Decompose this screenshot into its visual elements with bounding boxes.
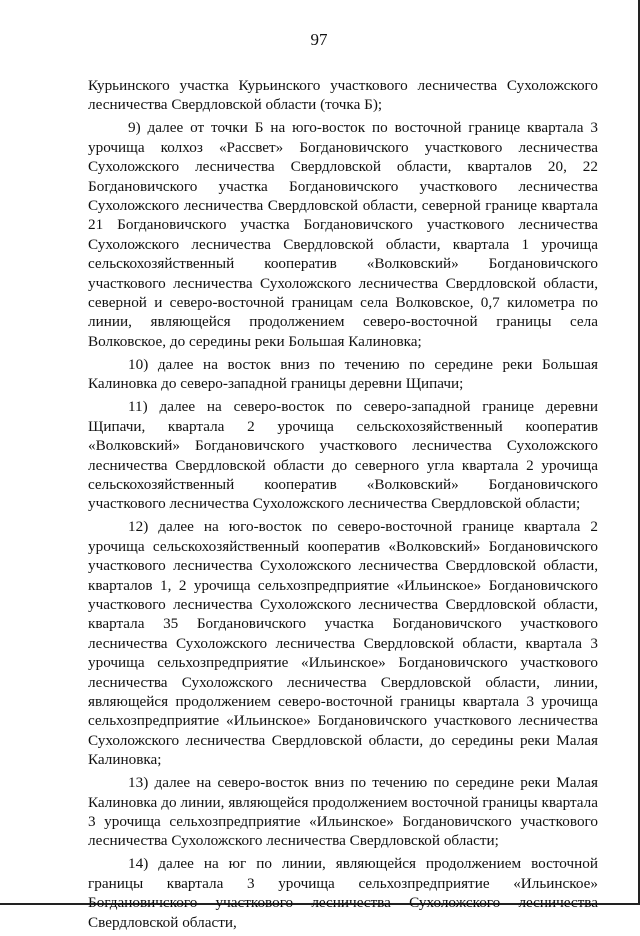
paragraph-item-14: 14) далее на юг по линии, являющейся продолжением восточной границы квартала 3 урочища сельхозпредприятие «Ильинское» Богдановичского участкового лесничества Сухоложского лесничества Свердловской области, [88, 855, 598, 931]
paragraph-item-9: 9) далее от точки Б на юго-восток по восточной границе квартала 3 урочища колхоз «Рассвет» Богдановичского участкового лесничества Сухоложского лесничества Свердловской области, кварталов 20, 22 Богдановичского участка Богдановичского участкового лесничества Сухоложского лесничества Свердловской области, северной границе квартала 21 Богдановичского участка Богдановичского участкового лесничества Сухоложского лесничества Свердловской области, квартала 1 урочища сельскохозяйственный кооператив «Волковский» Богдановичского участкового лесничества Сухоложского лесничества Свердловской области, северной и северо-восточной границам села Волковское, 0,7 километра по линии, являющейся продолжением северо-восточной границы села Волковское, до середины реки Большая Калиновка; [88, 119, 598, 350]
document-body [88, 76, 598, 936]
paragraph-item-11: 11) далее на северо-восток по северо-западной границе деревни Щипачи, квартала 2 урочища сельскохозяйственный кооператив «Волковский» Богдановичского участкового лесничества Сухоложского лесничества Свердловской области до северного угла квартала 2 урочища сельскохозяйственный кооператив «Волковский» Богдановичского участкового лесничества Сухоложского лесничества Свердловской области; [88, 398, 598, 513]
paragraph-item-12: 12) далее на юго-восток по северо-восточной границе квартала 2 урочища сельскохозяйственный кооператив «Волковский» Богдановичского участкового лесничества Сухоложского лесничества Свердловской области, кварталов 1, 2 урочища сельхозпредприятие «Ильинское» Богдановичского участкового лесничества Сухоложского лесничества Свердловской области, квартала 35 Богдановичского участка Богдановичского участкового лесничества Сухоложского лесничества Свердловской области, квартала 3 урочища сельхозпредприятие «Ильинское» Богдановичского участкового лесничества Сухоложского лесничества Свердловской области, линии, являющейся продолжением северо-восточной границы квартала 3 урочища сельхозпредприятие «Ильинское» Богдановичского участкового лесничества Сухоложского лесничества Свердловской области, до середины реки Малая Калиновка; [88, 518, 598, 769]
paragraph-item-10: 10) далее на восток вниз по течению по середине реки Большая Калиновка до северо-западной границы деревни Щипачи; [88, 355, 598, 393]
paragraph-continuation: Курьинского участка Курьинского участкового лесничества Сухоложского лесничества Свердловской области (точка Б); [88, 77, 598, 114]
page-number: 97 [310, 30, 328, 49]
paragraph-item-13: 13) далее на северо-восток вниз по течению по середине реки Малая Калиновка до линии, являющейся продолжением восточной границы квартала 3 урочища сельхозпредприятие «Ильинское» Богдановичского участкового лесничества Сухоложского лесничества Свердловской области; [88, 774, 598, 850]
